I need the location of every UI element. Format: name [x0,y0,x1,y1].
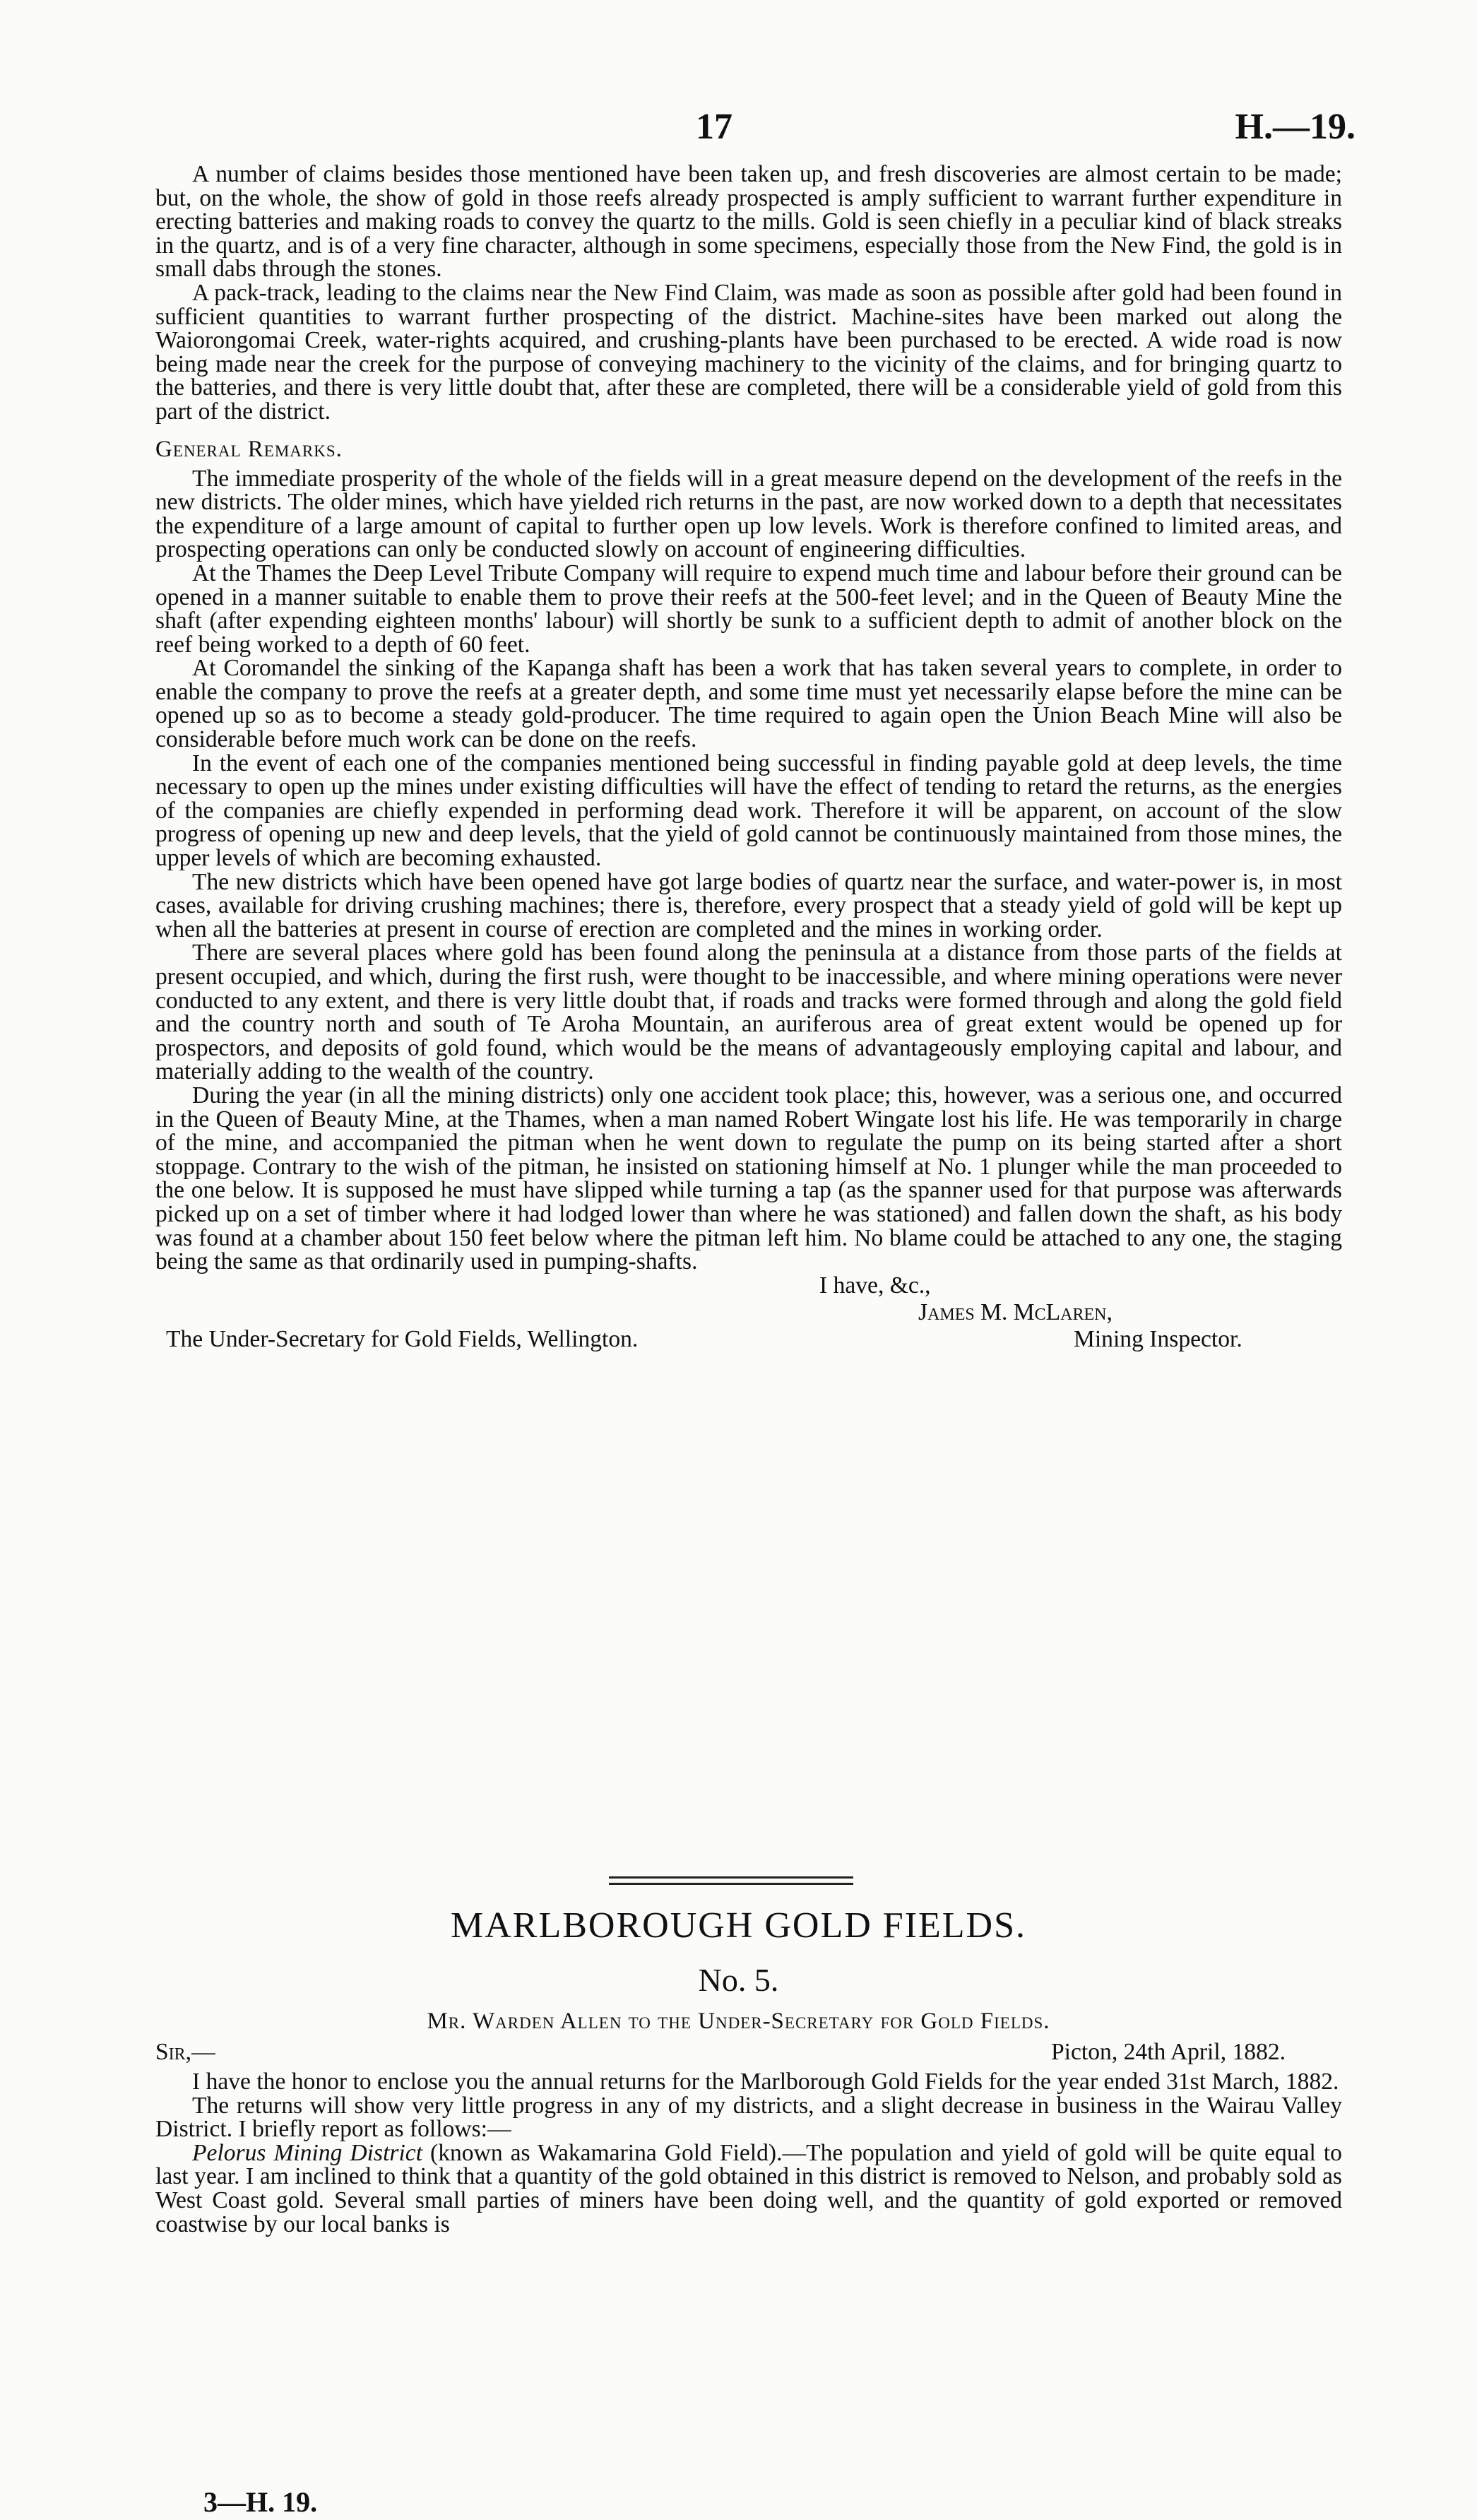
addressee: The Under-Secretary for Gold Fields, Wellington. [166,1325,639,1352]
paragraph: The returns will show very little progress in any of my districts, and a slight decrease in business in the Wairau Valley District. I briefly report as follows:— [155,2092,1342,2143]
paragraph: There are several places where gold has been found along the peninsula at a distance from those parts of the fields at present occupied, and which, during the first rush, were thought to be inaccessible, and where mining operations were never conducted to any extent, and there is very little doubt that, if roads and tracks were formed through and along the gold field and the country north and south of Te Aroha Mountain, an auriferous area of great extent would be opened up for prospectors, and deposits of gold found, which would be the means of advantageously employing capital and labour, and materially adding to the wealth of the country. [155,940,1342,1085]
report-body [155,162,1342,1354]
section-divider [609,1876,853,1889]
place-date: Picton, 24th April, 1882. [1051,2039,1286,2065]
signatory-title: Mining Inspector. [1074,1325,1242,1352]
letter-heading: Mr. Warden Allen to the Under-Secretary for Gold Fields. [427,2009,1050,2034]
general-remarks-heading: General Remarks. [155,436,343,462]
document-reference: H.—19. [1235,107,1356,147]
signatory-name: James M. McLaren, [918,1299,1113,1325]
section-title: MARLBOROUGH GOLD FIELDS. [450,1905,1027,1946]
paragraph: At the Thames the Deep Level Tribute Company will require to expend much time and labour before their ground can be opened in a manner suitable to enable them to prove their reefs at the 500-feet level; and in the Queen of Beauty Mine the shaft (after expending eighteen months' labour) will shortly be sunk to a sufficient depth to admit of another block on the reef being worked to a depth of 60 feet. [155,560,1342,658]
salutation-row [155,2039,1342,2067]
district-text: (known as Wakamarina Gold Field).—The population and yield of gold will be quite equal to last year. I am inclined to think that a quantity of the gold obtained in this district is removed to Nelson, and probably sold as West Coast gold. Several small parties of miners have been doing well, and the quantity of gold exported or removed coastwise by our local banks is [155,2139,1342,2237]
signature-mark: 3—H. 19. [203,2486,318,2518]
paragraph: In the event of each one of the companies mentioned being successful in finding payable gold at deep levels, the time necessary to open up the mines under existing difficulties will have the effect of tending to retard the returns, as the energies of the companies are chiefly expended in performing dead work. Therefore it will be apparent, on account of the slow progress of opening up new and deep levels, that the yield of gold cannot be continuously maintained from those mines, the upper levels of which are becoming exhausted. [155,750,1342,872]
paragraph: The new districts which have been opened have got large bodies of quartz near the surface, and water-power is, in most cases, available for driving crushing machines; there is, therefore, every prospect that a steady yield of gold will be kept up when all the batteries at present in course of erection are completed and the mines in working order. [155,868,1342,942]
closing-phrase: I have, &c., [819,1272,931,1299]
paragraph: At Coromandel the sinking of the Kapanga shaft has been a work that has taken several years to complete, in order to enable the company to prove the reefs at a greater depth, and some time must yet necessarily elapse before the mine can be opened up so as to become a steady gold-producer. The time required to again open the Union Beach Mine will also be considerable before much work can be done on the reefs. [155,655,1342,753]
paragraph-pelorus [155,2141,1342,2236]
section-number: No. 5. [698,1962,779,1998]
paragraph: A pack-track, leading to the claims near the New Find Claim, was made as soon as possible after gold had been found in sufficient quantities to warrant further prospecting of the district. Machine-sites have been marked out along the Waiorongomai Creek, water-rights acquired, and crushing-plants have been purchased to be erected. A wide road is now being made near the creek for the purpose of conveying machinery to the vicinity of the claims, and for bringing quartz to the batteries, and there is very little doubt that, after these are completed, there will be a considerable yield of gold from this part of the district. [155,279,1342,425]
page-number: 17 [696,107,732,147]
letter-body [155,2070,1342,2236]
paragraph: The immediate prosperity of the whole of the fields will in a great measure depend on the development of the reefs in the new districts. The older mines, which have yielded rich returns in the past, are now worked down to a depth that necessitates the expenditure of a large amount of capital to further open up low levels. Work is therefore confined to limited areas, and prospecting operations can only be conducted slowly on account of engineering difficulties. [155,465,1342,563]
paragraph: I have the honor to enclose you the annual returns for the Marlborough Gold Fields for the year ended 31st March, 1882. [192,2069,1339,2095]
letter-closing [155,1274,1342,1354]
salutation: Sir,— [155,2039,215,2065]
paragraph: During the year (in all the mining districts) only one accident took place; this, however, was a serious one, and occurred in the Queen of Beauty Mine, at the Thames, when a man named Robert Wingate lost his life. He was temporarily in charge of the mine, and accompanied the pitman when he went down to regulate the pump on its being started after a short stoppage. Contrary to the wish of the pitman, he insisted on stationing himself at No. 1 plunger while the man proceeded to the one below. It is supposed he must have slipped while turning a tap (as the spanner used for that purpose was afterwards picked up on a set of timber where it had lodged lower than where he was stationed) and fallen down the shaft, as his body was found at a chamber about 150 feet below where the pitman left him. No blame could be attached to any one, the staging being the same as that ordinarily used in pumping-shafts. [155,1082,1342,1275]
district-name: Pelorus Mining District [192,2139,423,2166]
paragraph: A number of claims besides those mentioned have been taken up, and fresh discoveries are almost certain to be made; but, on the whole, the show of gold in those reefs already prospected is amply sufficient to warrant further expenditure in erecting batteries and making roads to convey the quartz to the mills. Gold is seen chiefly in a peculiar kind of black streaks in the quartz, and is of a very fine character, although in some specimens, especially those from the New Find, the gold is in small dabs through the stones. [155,161,1342,283]
